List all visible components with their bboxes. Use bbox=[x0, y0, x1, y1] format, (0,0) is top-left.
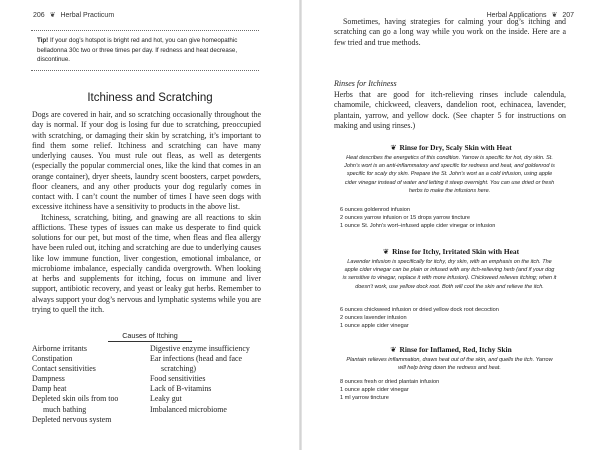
ingredient: 1 ounce St. John’s wort–infused apple cider vinegar or infusion bbox=[340, 223, 496, 230]
recipe-1-title-text: Rinse for Dry, Scaly Skin with Heat bbox=[399, 143, 512, 152]
tip-text bbox=[31, 31, 259, 70]
paragraph-2: Itchiness, scratching, biting, and gnawing are all reactions to skin afflictions. These types of issues can make us desperate to find quick solutions for our pet, but most of the time, when fleas and flea allergy have been ruled out, itching and scratching are due to underlying causes like low immune function, liver congestion, emotional imbalance, or microbiome imbalance, especially candida overgrowth. When looking at herbs and supplements for itching, focus on immune and liver support, antibiotic recovery, and yeast or leaky gut herbs. Remember to always support your dog’s nervous and lymphatic systems while you are trying to quell the itch. bbox=[32, 212, 261, 314]
ingredient: 6 ounces chickweed infusion or dried yellow dock root decoction bbox=[340, 307, 499, 313]
cause-item: Food sensitivities bbox=[150, 374, 206, 384]
ingredient: 2 ounces lavender infusion bbox=[340, 315, 407, 322]
cause-item: Digestive enzyme insufficiency bbox=[150, 344, 250, 353]
left-page-number: 206 bbox=[33, 12, 45, 19]
right-running-head: Herbal Applications bbox=[486, 12, 547, 19]
fleuron-icon: ❦ bbox=[49, 12, 56, 19]
recipe-3-title-text: Rinse for Inflamed, Red, Itchy Skin bbox=[399, 345, 512, 354]
cause-item: scratching) bbox=[161, 364, 197, 374]
causes-column-2 bbox=[150, 344, 270, 415]
cause-item: Dampness bbox=[32, 374, 65, 384]
causes-column-1 bbox=[32, 344, 140, 425]
ingredient: 6 ounces goldenrod infusion bbox=[340, 207, 410, 213]
cause-item: Lack of B-vitamins bbox=[150, 384, 212, 394]
left-running-header bbox=[33, 11, 114, 19]
recipe-1-title bbox=[302, 143, 600, 152]
tip-bottom-divider bbox=[31, 70, 259, 71]
fleuron-icon: ❦ bbox=[390, 143, 397, 152]
rinses-paragraph: Herbs that are good for itch-relieving rinses include calendula, chamomile, chickweed, cleavers, dandelion root, echinacea, lavender, plantain, yarrow, and yellow dock. (See chapter 5 for instructions on making and using rinses.) bbox=[334, 90, 566, 130]
ingredient: 1 ounce apple cider vinegar bbox=[340, 387, 409, 394]
right-intro bbox=[334, 17, 566, 48]
recipe-2-title-text: Rinse for Itchy, Irritated Skin with Heat bbox=[392, 247, 520, 256]
cause-item: Depleted nervous system bbox=[32, 414, 112, 424]
cause-item: Imbalanced microbiome bbox=[150, 404, 227, 414]
cause-item: Ear infections (head and face bbox=[150, 354, 243, 364]
intro-paragraph: Sometimes, having strategies for calming your dog’s itching and scratching can go a long way while you work on the inside. Here are a few tried and true methods. bbox=[334, 17, 566, 47]
recipe-1-ingredients bbox=[340, 206, 565, 231]
recipe-1-description: Heat describes the energetics of this condition. Yarrow is specific for hot, dry skin. St. John’s wort is an anti-inflammatory and specific for redness and heat, and goldenrod is specific for scaly dry skin. Prepare the St. John’s wort as a cold infusion, using apple cider vinegar instead of water and letting it steep overnight. You can use dried or fresh herbs to make the infusions here. bbox=[344, 155, 555, 194]
ingredient: 1 ml yarrow tincture bbox=[340, 395, 389, 402]
recipe-2-title bbox=[302, 247, 600, 256]
recipe-2-description: Lavender infusion is specifically for itchy, dry skin, with an emphasis on the itch. The apple cider vinegar can be plain or infused with any itch-relieving herb (and if your dog is sensitive to vinegar, replace it with more infusion). Chickweed relieves itching; when it doesn’t work, use yellow dock root. Both will cool the skin and relieve the itch. bbox=[342, 259, 557, 290]
section-title: Itchiness and Scratching bbox=[87, 92, 213, 104]
ingredient: 1 ounce apple cider vinegar bbox=[340, 323, 409, 330]
recipe-3-description: Plantain relieves inflammation, draws heat out of the skin, and quells the itch. Yarrow will help bring down the redness and heat. bbox=[346, 357, 553, 372]
ingredient: 2 ounces yarrow infusion or 15 drops yarrow tincture bbox=[340, 215, 470, 222]
cause-item: Contact sensitivities bbox=[32, 364, 96, 374]
right-page-number: 207 bbox=[562, 12, 574, 19]
tip-label: Tip! bbox=[37, 37, 49, 44]
recipe-2-ingredients bbox=[340, 306, 565, 331]
recipe-3-title bbox=[302, 345, 600, 354]
cause-item: Constipation bbox=[32, 354, 73, 364]
paragraph-1: Dogs are covered in hair, and so scratching occasionally throughout the day is normal. If your dog is losing fur due to scratching, preoccupied with scratching, or damaging their skin by scratching, it’s important to find them some relief. Itchiness and scratching can have many underlying causes. You must rule out fleas, as well as detergents (especially the popular commercial ones, like the kind that comes in an orange container), dryer sheets, laundry scent boosters, carpet powders, floor cleaners, and any other products your dog regularly comes in contact with. I can’t count the number of times I have seen dogs with excessive itchiness have a sensitivity to products in the above list. bbox=[32, 110, 261, 212]
cause-item: Leaky gut bbox=[150, 394, 182, 404]
left-running-head: Herbal Practicum bbox=[60, 12, 115, 19]
rinses-subheading: Rinses for Itchiness bbox=[334, 79, 397, 88]
cause-item: much bathing bbox=[43, 404, 87, 414]
causes-heading bbox=[0, 331, 300, 340]
right-page bbox=[302, 0, 600, 450]
tip-body: If your dog’s hotspot is bright red and hot, you can give homeopathic belladonna 30c two or three times per day. If redness and heat decrease, discontinue. bbox=[37, 37, 238, 63]
fleuron-icon: ❦ bbox=[390, 345, 397, 354]
recipe-3-ingredients bbox=[340, 378, 565, 403]
tip-box bbox=[31, 30, 259, 71]
cause-item: Depleted skin oils from too bbox=[32, 394, 119, 404]
causes-heading-text: Causes of Itching bbox=[108, 331, 192, 342]
fleuron-icon: ❦ bbox=[382, 247, 390, 256]
fleuron-icon: ❦ bbox=[551, 12, 558, 19]
cause-item: Airborne irritants bbox=[32, 344, 87, 353]
left-body-text bbox=[32, 110, 261, 315]
ingredient: 8 ounces fresh or dried plantain infusion bbox=[340, 379, 440, 385]
cause-item: Damp heat bbox=[32, 384, 67, 394]
